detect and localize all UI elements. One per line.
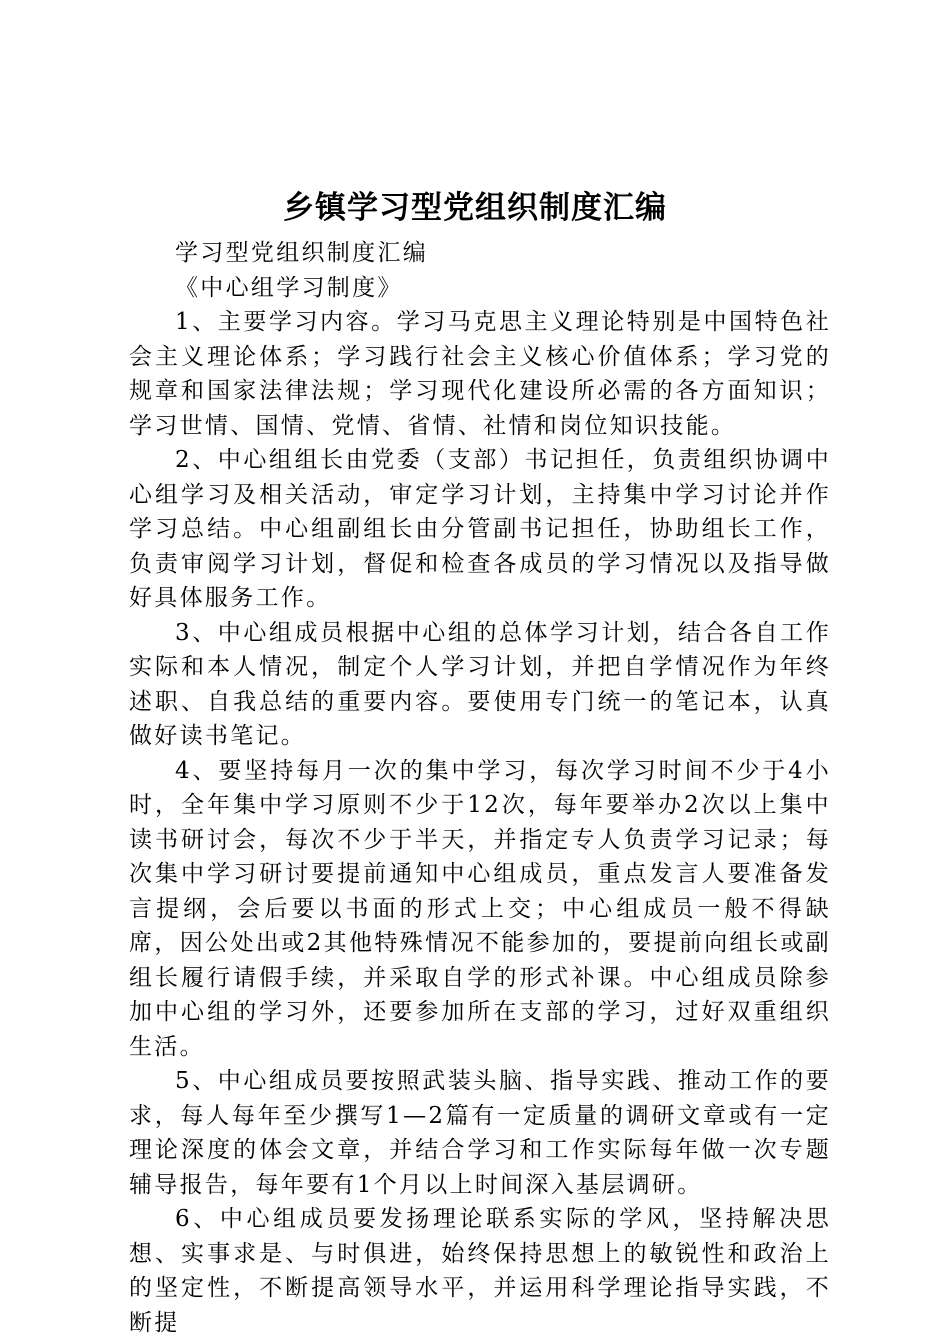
body-paragraph-1: 1、主要学习内容。学习马克思主义理论特别是中国特色社会主义理论体系；学习践行社会主义核心价值体系；学习党的规章和国家法律法规；学习现代化建设所必需的各方面知识；学习世情、国情、党情、省情、社情和岗位知识技能。 <box>129 309 831 439</box>
document-body <box>129 236 831 1340</box>
subtitle-paragraph: 学习型党组织制度汇编 <box>175 240 428 266</box>
section-heading-paragraph: 《中心组学习制度》 <box>175 274 403 301</box>
body-paragraph-5: 5、中心组成员要按照武装头脑、指导实践、推动工作的要求，每人每年至少撰写1—2篇有一定质量的调研文章或有一定理论深度的体会文章，并结合学习和工作实际每年做一次专题辅导报告，每年要有1个月以上时间深入基层调研。 <box>129 1068 831 1198</box>
body-paragraph-6: 6、中心组成员要发扬理论联系实际的学风，坚持解决思想、实事求是、与时俱进，始终保持思想上的敏锐性和政治上的坚定性，不断提高领导水平，并运用科学理论指导实践，不断提 <box>129 1206 831 1336</box>
document-title: 乡镇学习型党组织制度汇编 <box>283 190 667 226</box>
body-paragraph-3: 3、中心组成员根据中心组的总体学习计划，结合各自工作实际和本人情况，制定个人学习计划，并把自学情况作为年终述职、自我总结的重要内容。要使用专门统一的笔记本，认真做好读书笔记。 <box>129 619 831 749</box>
body-paragraph-4: 4、要坚持每月一次的集中学习，每次学习时间不少于4小时，全年集中学习原则不少于12次，每年要举办2次以上集中读书研讨会，每次不少于半天，并指定专人负责学习记录；每次集中学习研讨要提前通知中心组成员，重点发言人要准备发言提纲，会后要以书面的形式上交；中心组成员一般不得缺席，因公处出或2其他特殊情况不能参加的，要提前向组长或副组长履行请假手续，并采取自学的形式补课。中心组成员除参加中心组的学习外，还要参加所在支部的学习，过好双重组织生活。 <box>129 757 831 1060</box>
body-paragraph-2: 2、中心组组长由党委（支部）书记担任，负责组织协调中心组学习及相关活动，审定学习计划，主持集中学习讨论并作学习总结。中心组副组长由分管副书记担任，协助组长工作，负责审阅学习计划，督促和检查各成员的学习情况以及指导做好具体服务工作。 <box>129 447 831 611</box>
